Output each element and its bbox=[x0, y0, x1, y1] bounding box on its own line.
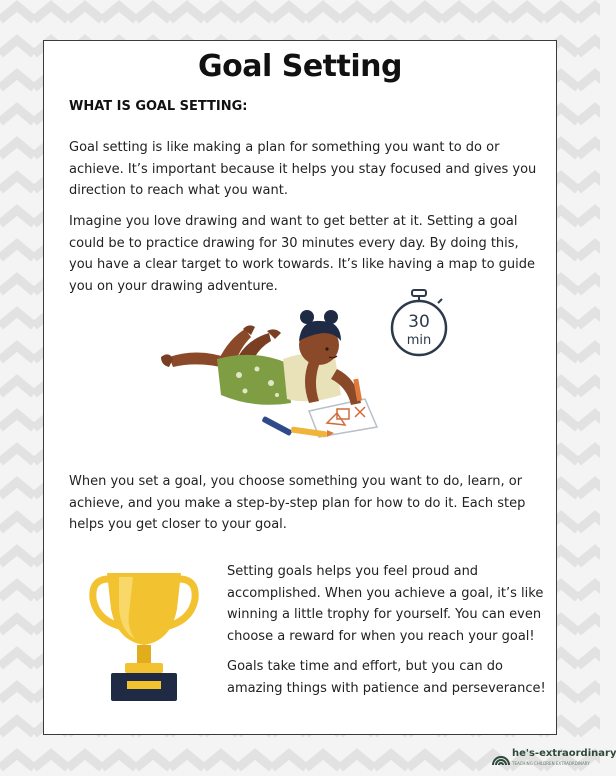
timer-unit: min bbox=[406, 333, 432, 348]
paragraph-step-plan: When you set a goal, you choose something you want to do, learn, or achieve, and you make a step-by-step plan for how to do it. Each step helps you get closer to your goal. bbox=[69, 474, 526, 532]
brand-tagline: TEACHING CHILDREN EXTRAORDINARY bbox=[512, 761, 590, 766]
page-title: Goal Setting bbox=[198, 49, 402, 84]
girl-drawing-illustration bbox=[159, 299, 399, 444]
paragraph-definition: Goal setting is like making a plan for something you want to do or achieve. It’s important because it helps you stay focused and gives you direction to reach what you want. bbox=[69, 140, 537, 198]
trophy-icon bbox=[89, 569, 199, 703]
paragraph-perseverance: Goals take time and effort, but you can do amazing things with patience and perseverance! bbox=[227, 659, 546, 696]
paragraph-trophy: Setting goals helps you feel proud and accomplished. When you achieve a goal, it’s like winning a little trophy for yourself. You can even choose a reward for when you reach your goal! bbox=[227, 564, 544, 644]
worksheet-card bbox=[43, 40, 557, 735]
timer-number: 30 bbox=[408, 312, 430, 332]
section-heading: WHAT IS GOAL SETTING: bbox=[69, 99, 248, 114]
paragraph-drawing-example: Imagine you love drawing and want to get better at it. Setting a goal could be to practice drawing for 30 minutes every day. By doing this, you have a clear target to work towards. It’s like having a map to guide you on your drawing adventure. bbox=[69, 214, 536, 294]
rainbow-logo-icon bbox=[492, 752, 510, 766]
brand-logo bbox=[492, 748, 616, 770]
brand-name: he's-extraordinary bbox=[512, 748, 616, 759]
